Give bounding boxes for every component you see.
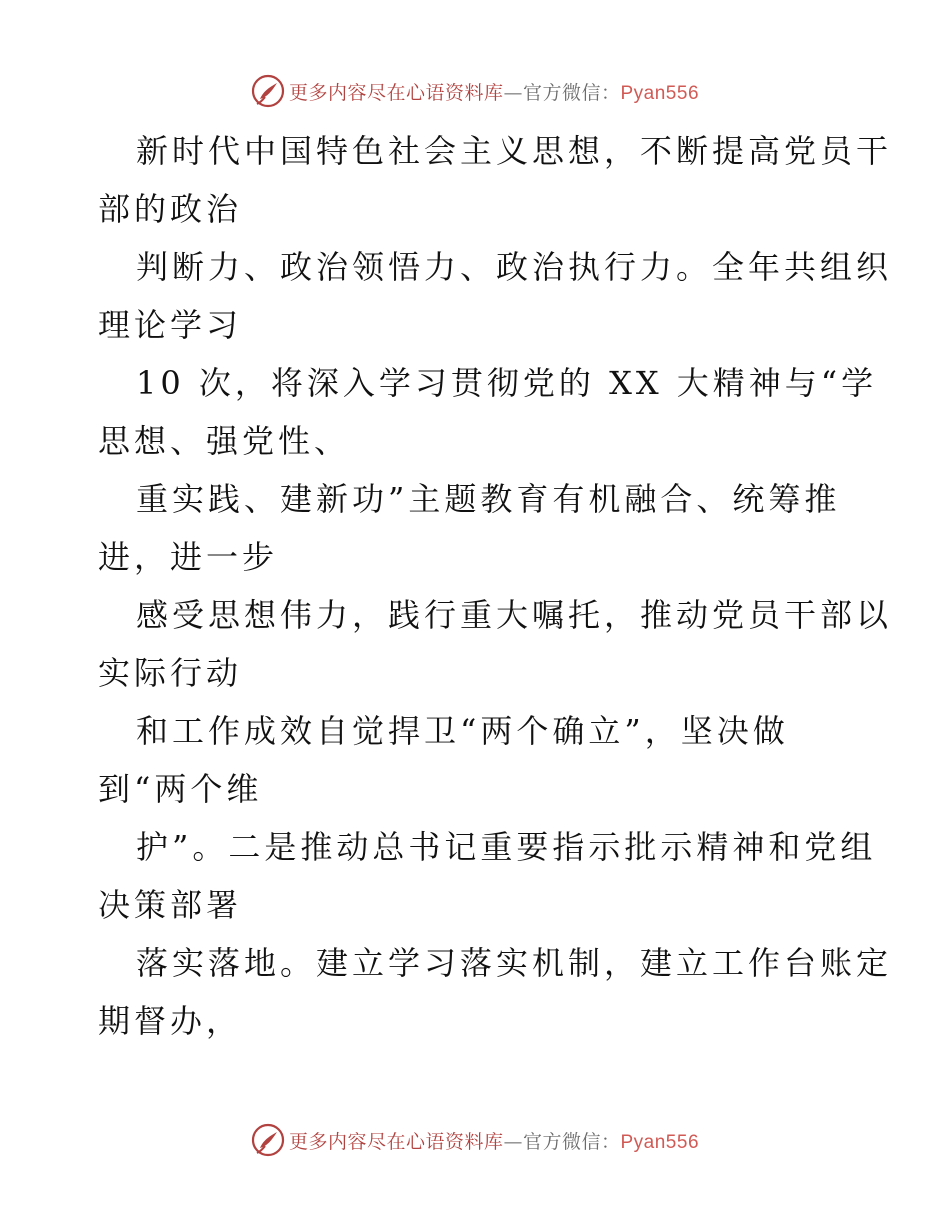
body-line-16: 期督办， xyxy=(98,1002,243,1040)
header-wechat-label: 官方微信： xyxy=(522,81,621,104)
body-line-8: 进，进一步 xyxy=(98,538,279,576)
body-line-3: 判断力、政治领悟力、政治执行力。全年共组织 xyxy=(136,248,893,286)
footer-dash: — xyxy=(503,1130,523,1153)
body-line-7: 重实践、建新功”主题教育有机融合、统筹推 xyxy=(136,480,841,518)
body-line-12: 到“两个维 xyxy=(98,770,263,808)
header-banner xyxy=(0,71,950,111)
body-line-5: 10 次，将深入学习贯彻党的 XX 大精神与“学 xyxy=(136,364,878,402)
body-line-10: 实际行动 xyxy=(98,654,243,692)
body-line-2: 部的政治 xyxy=(98,190,243,228)
document-body xyxy=(98,122,893,1050)
footer-text xyxy=(289,1127,699,1154)
header-dash: — xyxy=(503,81,523,104)
body-line-4: 理论学习 xyxy=(98,306,243,344)
body-line-14: 决策部署 xyxy=(98,886,243,924)
header-text xyxy=(289,78,699,105)
brush-logo-icon xyxy=(251,74,285,108)
body-line-6: 思想、强党性、 xyxy=(98,422,351,460)
body-line-9: 感受思想伟力，践行重大嘱托，推动党员干部以 xyxy=(136,596,893,634)
header-site-text: 更多内容尽在心语资料库 xyxy=(288,81,504,104)
footer-wechat-label: 官方微信： xyxy=(522,1130,621,1153)
body-line-13: 护”。二是推动总书记重要指示批示精神和党组 xyxy=(136,828,877,866)
body-line-11: 和工作成效自觉捍卫“两个确立”，坚决做 xyxy=(136,712,789,750)
body-line-15: 落实落地。建立学习落实机制，建立工作台账定 xyxy=(136,944,893,982)
header-wechat-id: Pyan556 xyxy=(620,82,700,104)
footer-banner xyxy=(0,1120,950,1160)
footer-wechat-id: Pyan556 xyxy=(620,1131,700,1153)
body-line-1: 新时代中国特色社会主义思想，不断提高党员干 xyxy=(136,132,893,170)
brush-logo-icon xyxy=(251,1123,285,1157)
footer-site-text: 更多内容尽在心语资料库 xyxy=(288,1130,504,1153)
